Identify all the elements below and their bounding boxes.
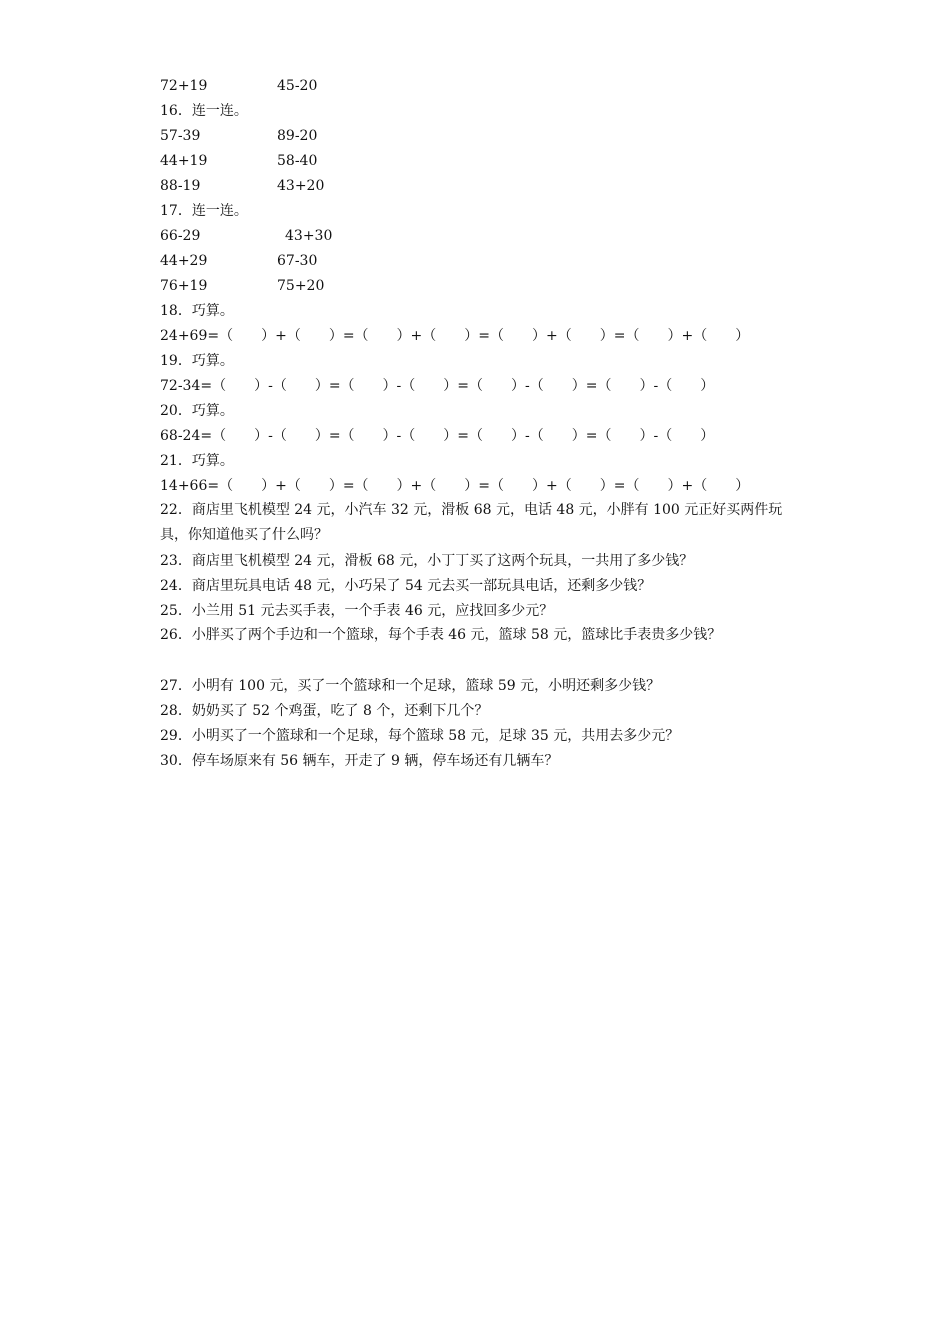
calc-line: 14+66=（ ）+（ ）=（ ）+（ ）=（ ）+（ ）=（ ）+（ ） xyxy=(160,478,750,494)
word-problem: 30．停车场原来有 56 辆车，开走了 9 辆，停车场还有几辆车？ xyxy=(160,753,559,769)
expr-left: 88-19 xyxy=(160,178,201,194)
expr-row xyxy=(160,77,318,95)
expr-left: 76+19 xyxy=(160,278,208,294)
calc-line: 68-24=（ ）-（ ）=（ ）-（ ）=（ ）-（ ）=（ ）-（ ） xyxy=(160,428,715,444)
expr-left: 66-29 xyxy=(160,228,201,244)
expr-right: 67-30 xyxy=(277,253,318,269)
word-problem: 29．小明买了一个篮球和一个足球，每个篮球 58 元，足球 35 元，共用去多少元？ xyxy=(160,728,680,744)
word-problem: 22．商店里飞机模型 24 元，小汽车 32 元，滑板 68 元，电话 48 元，小胖有 100 元正好买两件玩具，你知道他买了什么吗？ xyxy=(160,502,783,543)
expr-right: 43+30 xyxy=(285,228,333,244)
question-heading: 16．连一连。 xyxy=(160,103,248,119)
word-problem: 24．商店里玩具电话 48 元，小巧呆了 54 元去买一部玩具电话，还剩多少钱？ xyxy=(160,578,652,594)
calc-line: 24+69=（ ）+（ ）=（ ）+（ ）=（ ）+（ ）=（ ）+（ ） xyxy=(160,328,750,344)
expr-left: 57-39 xyxy=(160,128,201,144)
question-heading: 19．巧算。 xyxy=(160,353,234,369)
expr-left: 44+19 xyxy=(160,153,208,169)
expr-right: 58-40 xyxy=(277,153,318,169)
expr-row xyxy=(160,127,318,145)
question-heading: 21．巧算。 xyxy=(160,453,234,469)
expr-left: 44+29 xyxy=(160,253,208,269)
expr-right: 89-20 xyxy=(277,128,318,144)
expr-left: 72+19 xyxy=(160,78,208,94)
question-heading: 20．巧算。 xyxy=(160,403,234,419)
word-problem: 28．奶奶买了 52 个鸡蛋，吃了 8 个，还剩下几个？ xyxy=(160,703,489,719)
expr-right: 75+20 xyxy=(277,278,325,294)
expr-row xyxy=(160,277,325,295)
word-problem: 23．商店里飞机模型 24 元，滑板 68 元，小丁丁买了这两个玩具，一共用了多少钱？ xyxy=(160,553,694,569)
expr-right: 45-20 xyxy=(277,78,318,94)
expr-row xyxy=(160,227,333,245)
calc-line: 72-34=（ ）-（ ）=（ ）-（ ）=（ ）-（ ）=（ ）-（ ） xyxy=(160,378,715,394)
expr-row xyxy=(160,177,325,195)
expr-row xyxy=(160,252,318,270)
question-heading: 18．巧算。 xyxy=(160,303,234,319)
expr-row xyxy=(160,152,318,170)
word-problem: 26．小胖买了两个手边和一个篮球，每个手表 46 元，篮球 58 元，篮球比手表贵多少钱？ xyxy=(160,627,722,643)
word-problem: 27．小明有 100 元，买了一个篮球和一个足球，篮球 59 元，小明还剩多少钱？ xyxy=(160,678,661,694)
question-heading: 17．连一连。 xyxy=(160,203,248,219)
expr-right: 43+20 xyxy=(277,178,325,194)
word-problem: 25．小兰用 51 元去买手表，一个手表 46 元，应找回多少元？ xyxy=(160,603,554,619)
